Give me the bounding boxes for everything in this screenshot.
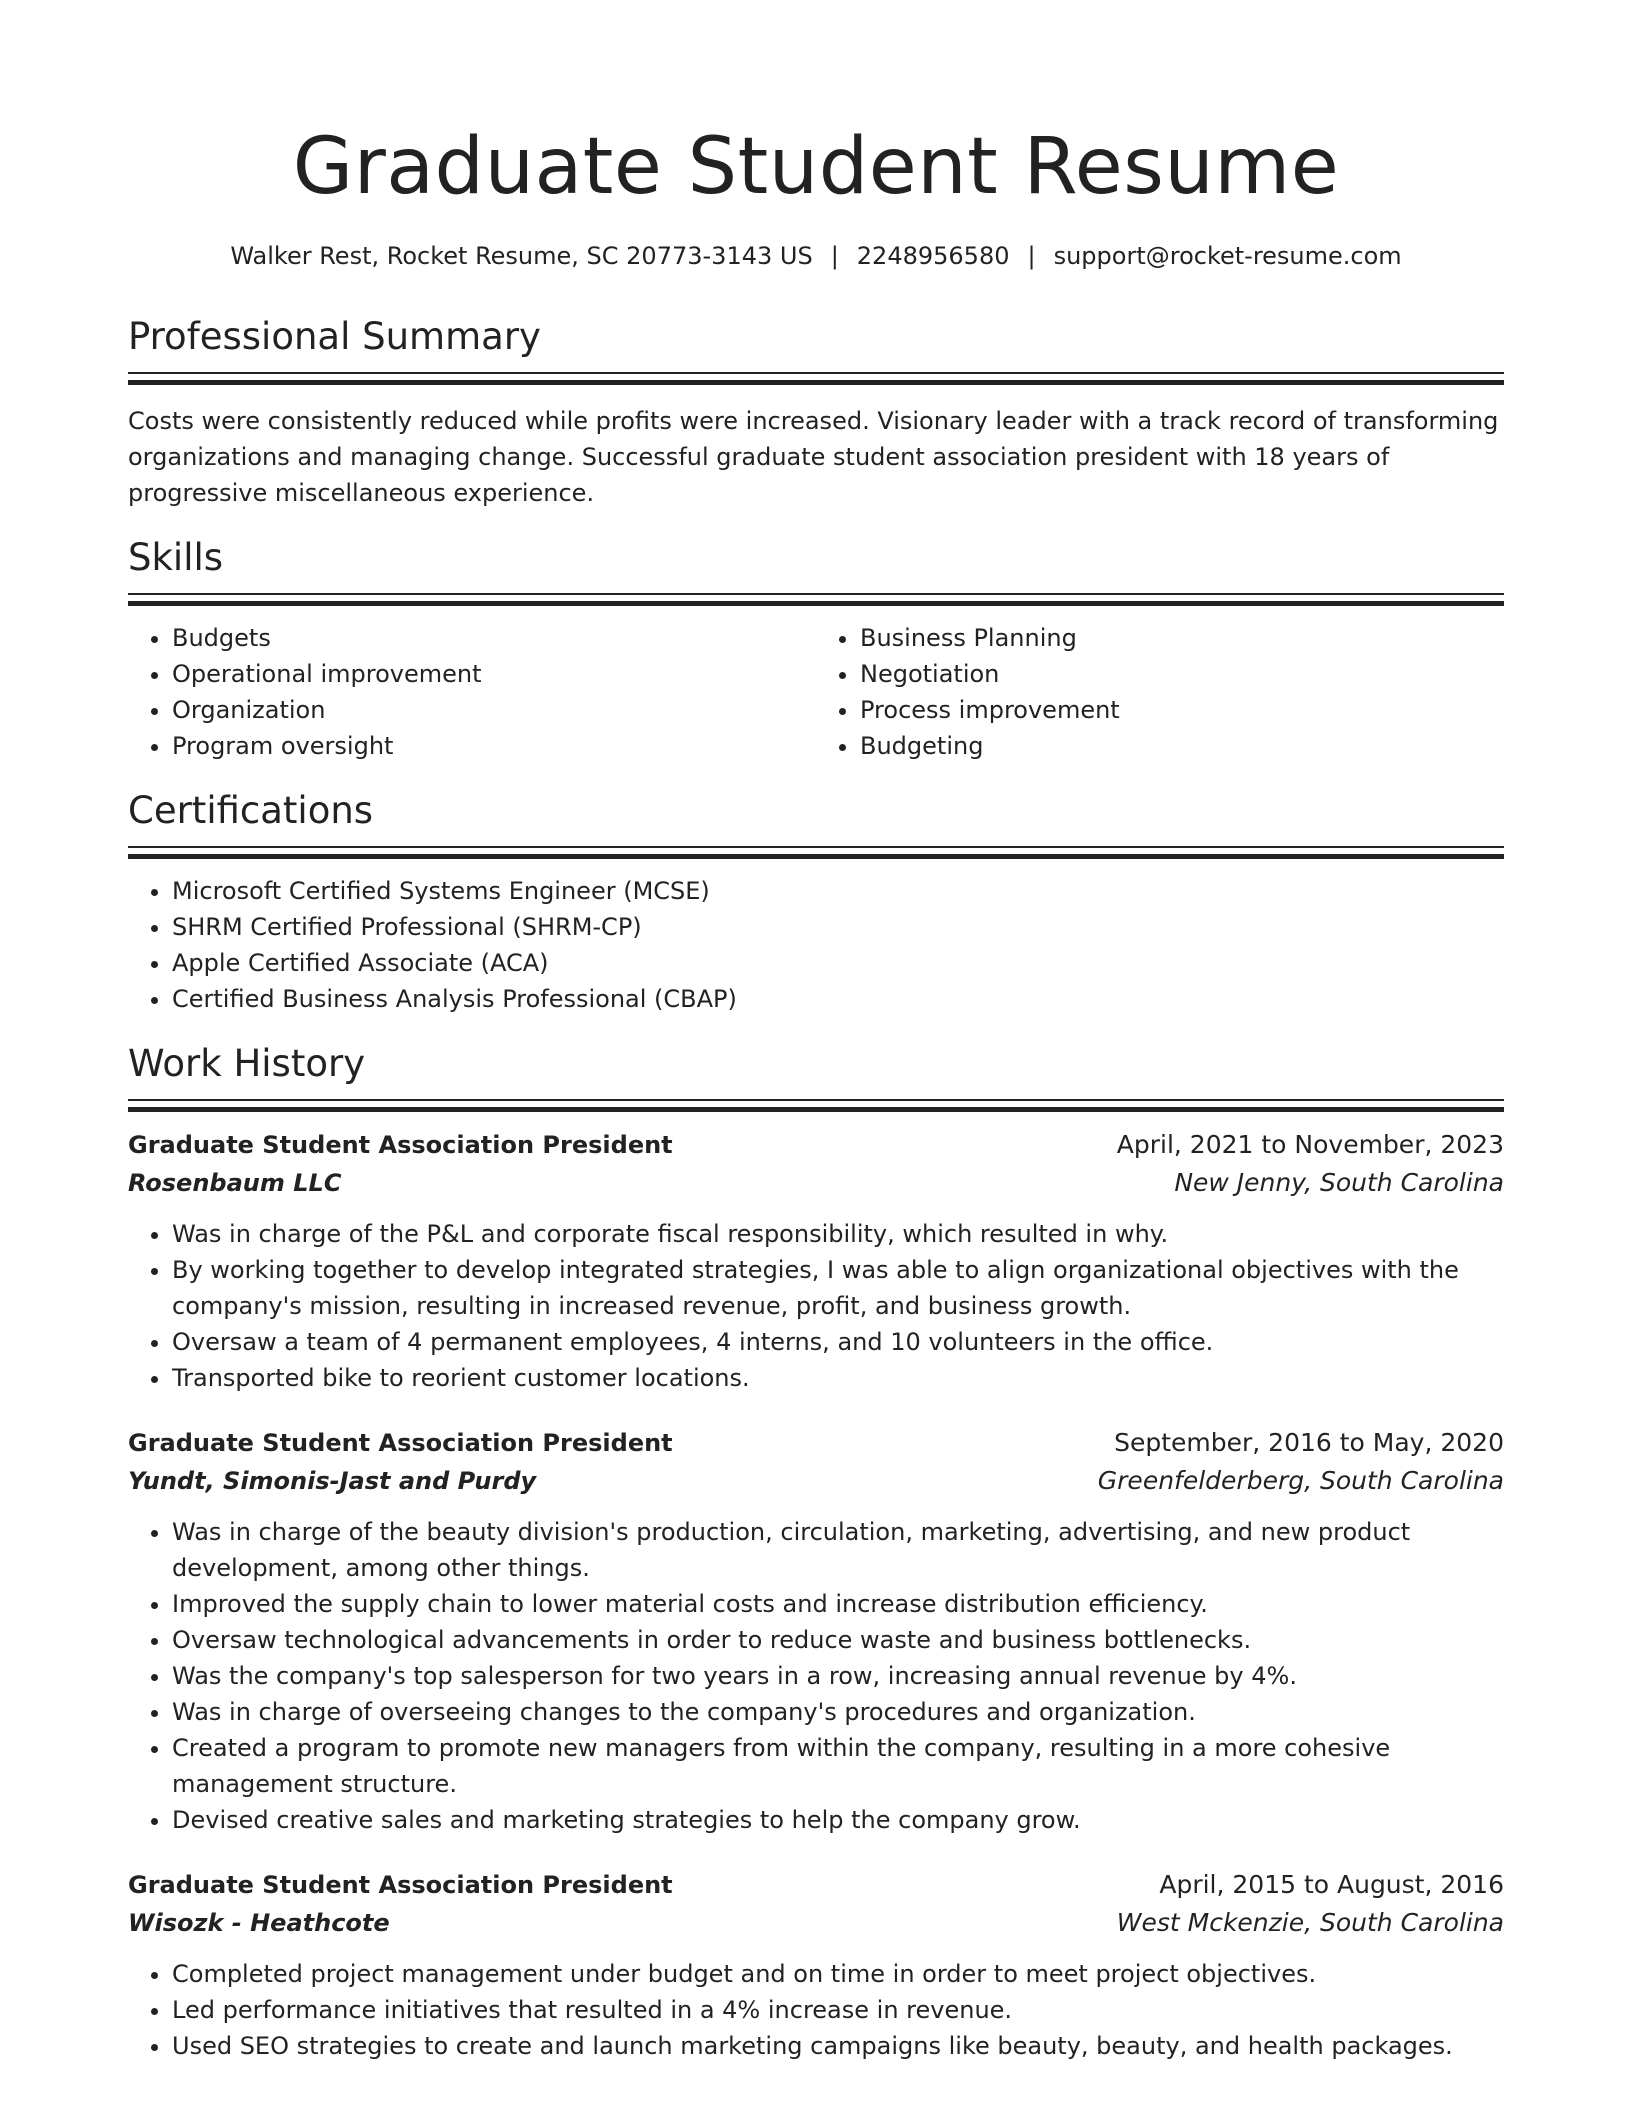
- job-header-row: [128, 1424, 1504, 1462]
- job-entry: [128, 1126, 1504, 1396]
- section-divider-thick: [128, 854, 1504, 859]
- job-bullet: • Created a program to promote new managers from within the company, resulting in a more cohesive management structure.: [172, 1730, 1504, 1802]
- section-divider-thick: [128, 1107, 1504, 1112]
- job-entry: [128, 1424, 1504, 1838]
- job-dates: September, 2016 to May, 2020: [1114, 1428, 1504, 1457]
- job-company: Rosenbaum LLC: [128, 1169, 342, 1197]
- section-divider-thin: [128, 1099, 1504, 1101]
- job-company-row: [128, 1164, 1504, 1202]
- skill-item: • Budgets: [172, 620, 816, 656]
- job-title: Graduate Student Association President: [128, 1429, 673, 1457]
- section-divider-thin: [128, 372, 1504, 374]
- job-bullet: • Was in charge of overseeing changes to the company's procedures and organization.: [172, 1694, 1504, 1730]
- job-company-row: [128, 1904, 1504, 1942]
- job-bullet: • Transported bike to reorient customer locations.: [172, 1360, 1504, 1396]
- skills-column-right: [816, 620, 1504, 764]
- job-location: West Mckenzie, South Carolina: [1116, 1908, 1504, 1937]
- contact-address: Walker Rest, Rocket Resume, SC 20773-3143 US: [230, 242, 813, 270]
- job-bullet: • Improved the supply chain to lower material costs and increase distribution efficiency.: [172, 1586, 1504, 1622]
- job-header-row: [128, 1126, 1504, 1164]
- certification-item: • SHRM Certified Professional (SHRM-CP): [172, 909, 1504, 945]
- summary-section: [128, 314, 1504, 511]
- job-company: Wisozk - Heathcote: [128, 1909, 390, 1937]
- job-title: Graduate Student Association President: [128, 1131, 673, 1159]
- skill-item: • Operational improvement: [172, 656, 816, 692]
- skills-heading: Skills: [128, 536, 224, 579]
- job-dates: April, 2015 to August, 2016: [1159, 1870, 1504, 1899]
- job-bullets: [128, 1514, 1504, 1838]
- contact-line: [128, 240, 1504, 272]
- certifications-heading: Certifications: [128, 789, 374, 832]
- job-bullet: • Oversaw a team of 4 permanent employees, 4 interns, and 10 volunteers in the office.: [172, 1324, 1504, 1360]
- job-company-row: [128, 1462, 1504, 1500]
- skill-item: • Budgeting: [860, 728, 1504, 764]
- contact-phone: 2248956580: [856, 242, 1010, 270]
- certification-item: • Microsoft Certified Systems Engineer (MCSE): [172, 873, 1504, 909]
- job-bullet: • By working together to develop integrated strategies, I was able to align organizational objectives with the company's mission, resulting in increased revenue, profit, and business growth.: [172, 1252, 1504, 1324]
- job-bullet: • Devised creative sales and marketing strategies to help the company grow.: [172, 1802, 1504, 1838]
- job-location: New Jenny, South Carolina: [1174, 1168, 1504, 1197]
- job-header-row: [128, 1866, 1504, 1904]
- section-divider-thin: [128, 593, 1504, 595]
- work-history-heading: Work History: [128, 1042, 366, 1085]
- job-bullets: [128, 1956, 1504, 2064]
- job-bullets: [128, 1216, 1504, 1396]
- skill-item: • Business Planning: [860, 620, 1504, 656]
- job-entry: [128, 1866, 1504, 2064]
- contact-separator: |: [1027, 242, 1036, 270]
- skill-item: • Negotiation: [860, 656, 1504, 692]
- work-history-section: [128, 1041, 1504, 2064]
- job-bullet: • Completed project management under budget and on time in order to meet project objectives.: [172, 1956, 1504, 1992]
- section-divider-thick: [128, 601, 1504, 606]
- skills-column-left: [128, 620, 816, 764]
- job-bullet: • Was the company's top salesperson for two years in a row, increasing annual revenue by 4%.: [172, 1658, 1504, 1694]
- skills-grid: [128, 620, 1504, 764]
- certification-item: • Certified Business Analysis Professional (CBAP): [172, 981, 1504, 1017]
- skills-section: [128, 535, 1504, 764]
- skill-item: • Program oversight: [172, 728, 816, 764]
- skill-item: • Process improvement: [860, 692, 1504, 728]
- job-location: Greenfelderberg, South Carolina: [1097, 1466, 1504, 1495]
- section-divider-thin: [128, 846, 1504, 848]
- job-bullet: • Used SEO strategies to create and launch marketing campaigns like beauty, beauty, and health packages.: [172, 2028, 1504, 2064]
- summary-heading: Professional Summary: [128, 315, 541, 358]
- certifications-list: [128, 873, 1504, 1017]
- contact-separator: |: [830, 242, 839, 270]
- job-title: Graduate Student Association President: [128, 1871, 673, 1899]
- job-bullet: • Was in charge of the P&L and corporate fiscal responsibility, which resulted in why.: [172, 1216, 1504, 1252]
- job-bullet: • Was in charge of the beauty division's production, circulation, marketing, advertising, and new product development, among other things.: [172, 1514, 1504, 1586]
- section-divider-thick: [128, 380, 1504, 385]
- job-bullet: • Led performance initiatives that resulted in a 4% increase in revenue.: [172, 1992, 1504, 2028]
- resume-title: Graduate Student Resume: [292, 122, 1340, 212]
- summary-text: Costs were consistently reduced while profits were increased. Visionary leader with a track record of transforming organizations and managing change. Successful graduate student association president with 18 years of progressive miscellaneous experience.: [128, 407, 1499, 507]
- skill-item: • Organization: [172, 692, 816, 728]
- job-company: Yundt, Simonis-Jast and Purdy: [128, 1467, 537, 1495]
- certification-item: • Apple Certified Associate (ACA): [172, 945, 1504, 981]
- job-bullet: • Oversaw technological advancements in order to reduce waste and business bottlenecks.: [172, 1622, 1504, 1658]
- job-dates: April, 2021 to November, 2023: [1116, 1130, 1504, 1159]
- contact-email: support@rocket-resume.com: [1053, 242, 1402, 270]
- certifications-section: [128, 788, 1504, 1017]
